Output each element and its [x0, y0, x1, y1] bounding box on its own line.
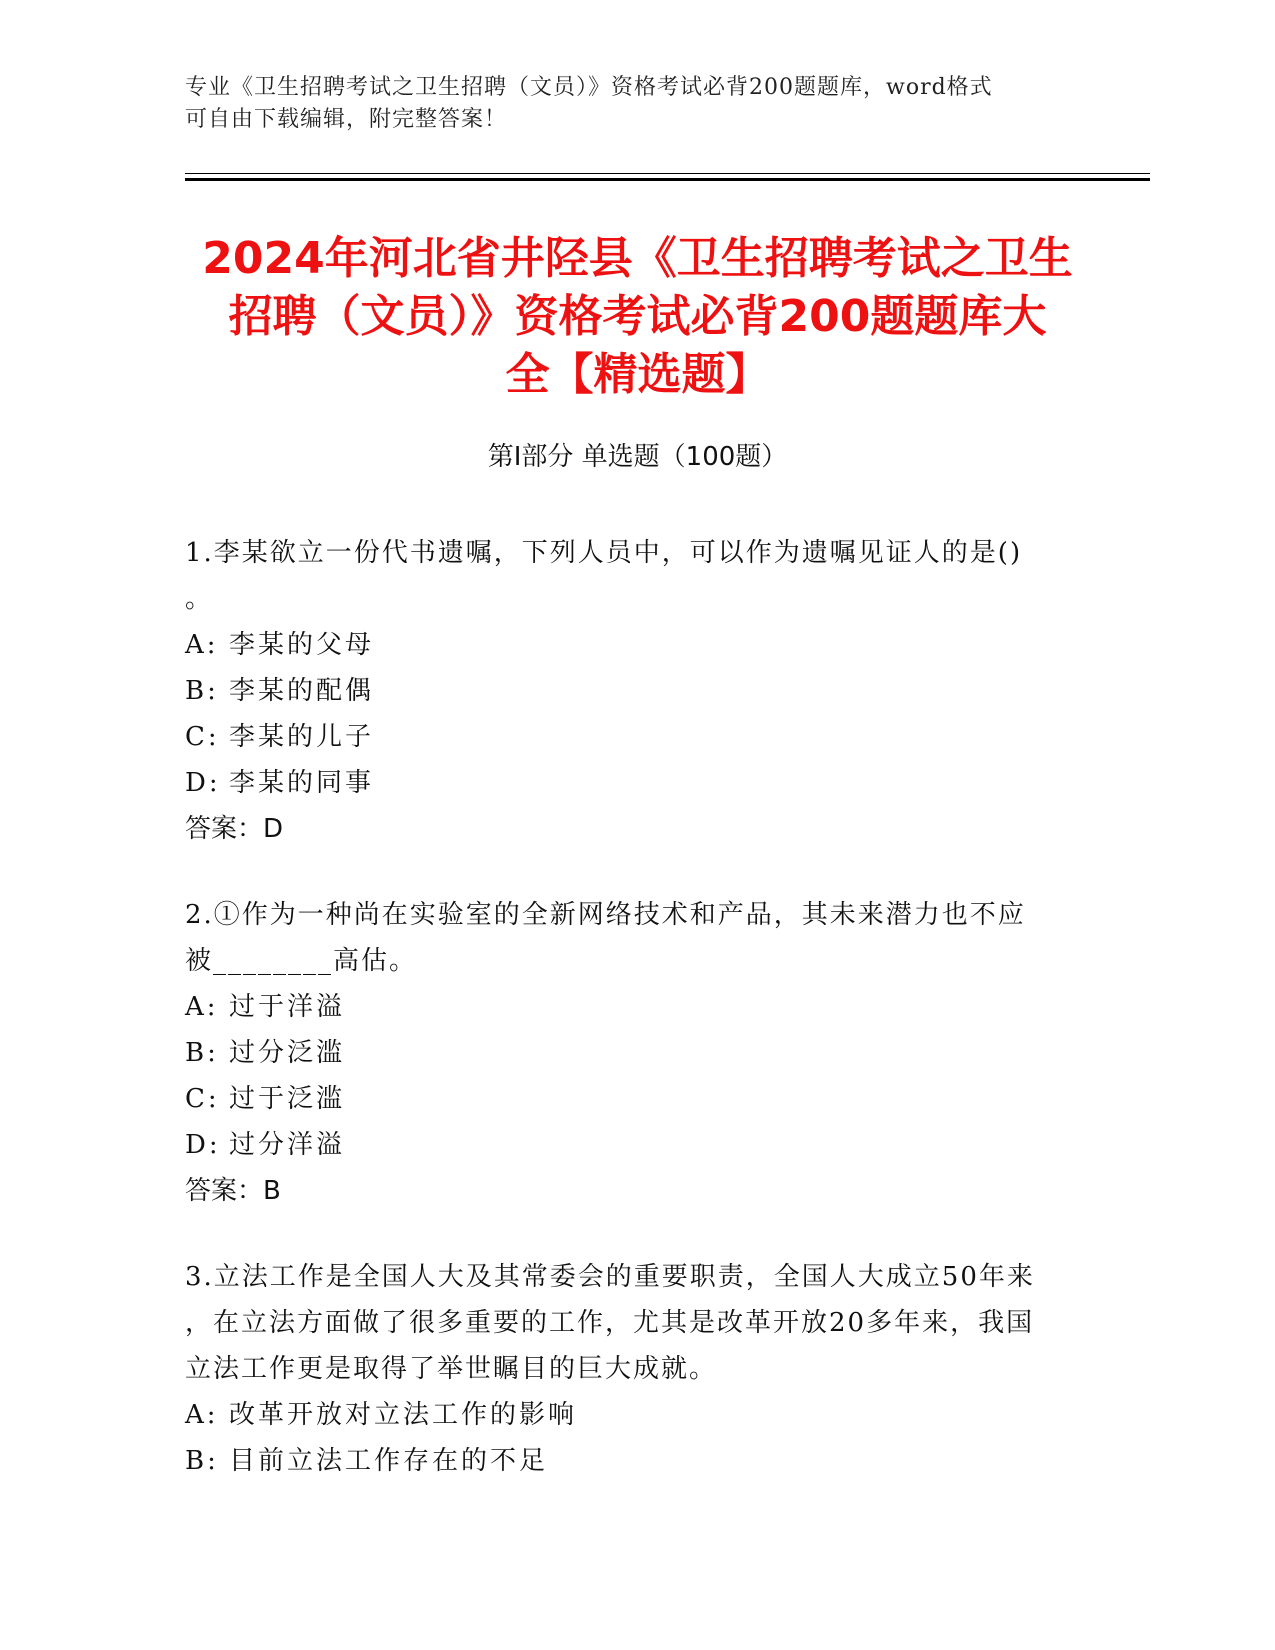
option-b — [185, 668, 1085, 714]
option-letter: C: — [185, 1084, 220, 1114]
question-stem — [185, 1254, 1085, 1392]
question-stem — [185, 530, 1085, 622]
question-1 — [185, 530, 1085, 852]
question-list — [185, 530, 1085, 1524]
question-stem-line: 3.立法工作是全国人大及其常委会的重要职责，全国人大成立50年来 — [185, 1262, 1035, 1292]
option-d — [185, 760, 1085, 806]
option-text: 李某的儿子 — [229, 722, 375, 752]
option-b — [185, 1438, 1085, 1484]
document-title-line: 全【精选题】 — [505, 349, 770, 400]
question-stem — [185, 892, 1085, 984]
question-stem-line: 被________高估。 — [185, 946, 418, 976]
option-a — [185, 622, 1085, 668]
header-divider-thick — [185, 178, 1150, 181]
option-text: 李某的配偶 — [229, 676, 375, 706]
option-c — [185, 714, 1085, 760]
option-letter: B: — [185, 1038, 219, 1068]
option-letter: D: — [185, 768, 221, 798]
question-stem-line: 。 — [185, 584, 214, 614]
option-text: 目前立法工作存在的不足 — [229, 1446, 549, 1476]
question-stem-line: 1.李某欲立一份代书遗嘱，下列人员中，可以作为遗嘱见证人的是() — [185, 538, 1023, 568]
section-title: 第Ⅰ部分 单选题（100题） — [487, 442, 788, 472]
answer-line: 答案：B — [185, 1176, 281, 1206]
question-stem-line: 2.①作为一种尚在实验室的全新网络技术和产品，其未来潜力也不应 — [185, 900, 1026, 930]
option-c — [185, 1076, 1085, 1122]
option-text: 过分泛滥 — [229, 1038, 346, 1068]
option-text: 过于洋溢 — [229, 992, 346, 1022]
header-divider-thin — [185, 173, 1150, 174]
header-note-line: 可自由下载编辑，附完整答案！ — [185, 107, 508, 132]
option-a — [185, 984, 1085, 1030]
option-letter: D: — [185, 1130, 221, 1160]
option-letter: A: — [185, 630, 219, 660]
option-d — [185, 1122, 1085, 1168]
option-text: 李某的父母 — [229, 630, 375, 660]
option-a — [185, 1392, 1085, 1438]
option-b — [185, 1030, 1085, 1076]
option-text: 李某的同事 — [229, 768, 375, 798]
answer-line: 答案：D — [185, 814, 284, 844]
header-note — [185, 72, 1085, 136]
option-text: 改革开放对立法工作的影响 — [229, 1400, 578, 1430]
question-stem-line: ，在立法方面做了很多重要的工作，尤其是改革开放20多年来，我国 — [185, 1308, 1035, 1338]
question-2 — [185, 892, 1085, 1214]
question-3 — [185, 1254, 1085, 1484]
header-note-line: 专业《卫生招聘考试之卫生招聘（文员）》资格考试必背200题题库，word格式 — [185, 75, 993, 100]
question-stem-line: 立法工作更是取得了举世瞩目的巨大成就。 — [185, 1354, 718, 1384]
document-title-line: 招聘（文员）》资格考试必背200题题库大 — [228, 291, 1047, 342]
option-letter: A: — [185, 1400, 219, 1430]
option-letter: B: — [185, 676, 219, 706]
option-text: 过分洋溢 — [229, 1130, 346, 1160]
document-title — [160, 230, 1115, 404]
option-letter: C: — [185, 722, 220, 752]
option-letter: B: — [185, 1446, 219, 1476]
option-letter: A: — [185, 992, 219, 1022]
document-title-line: 2024年河北省井陉县《卫生招聘考试之卫生 — [202, 233, 1073, 284]
option-text: 过于泛滥 — [229, 1084, 346, 1114]
